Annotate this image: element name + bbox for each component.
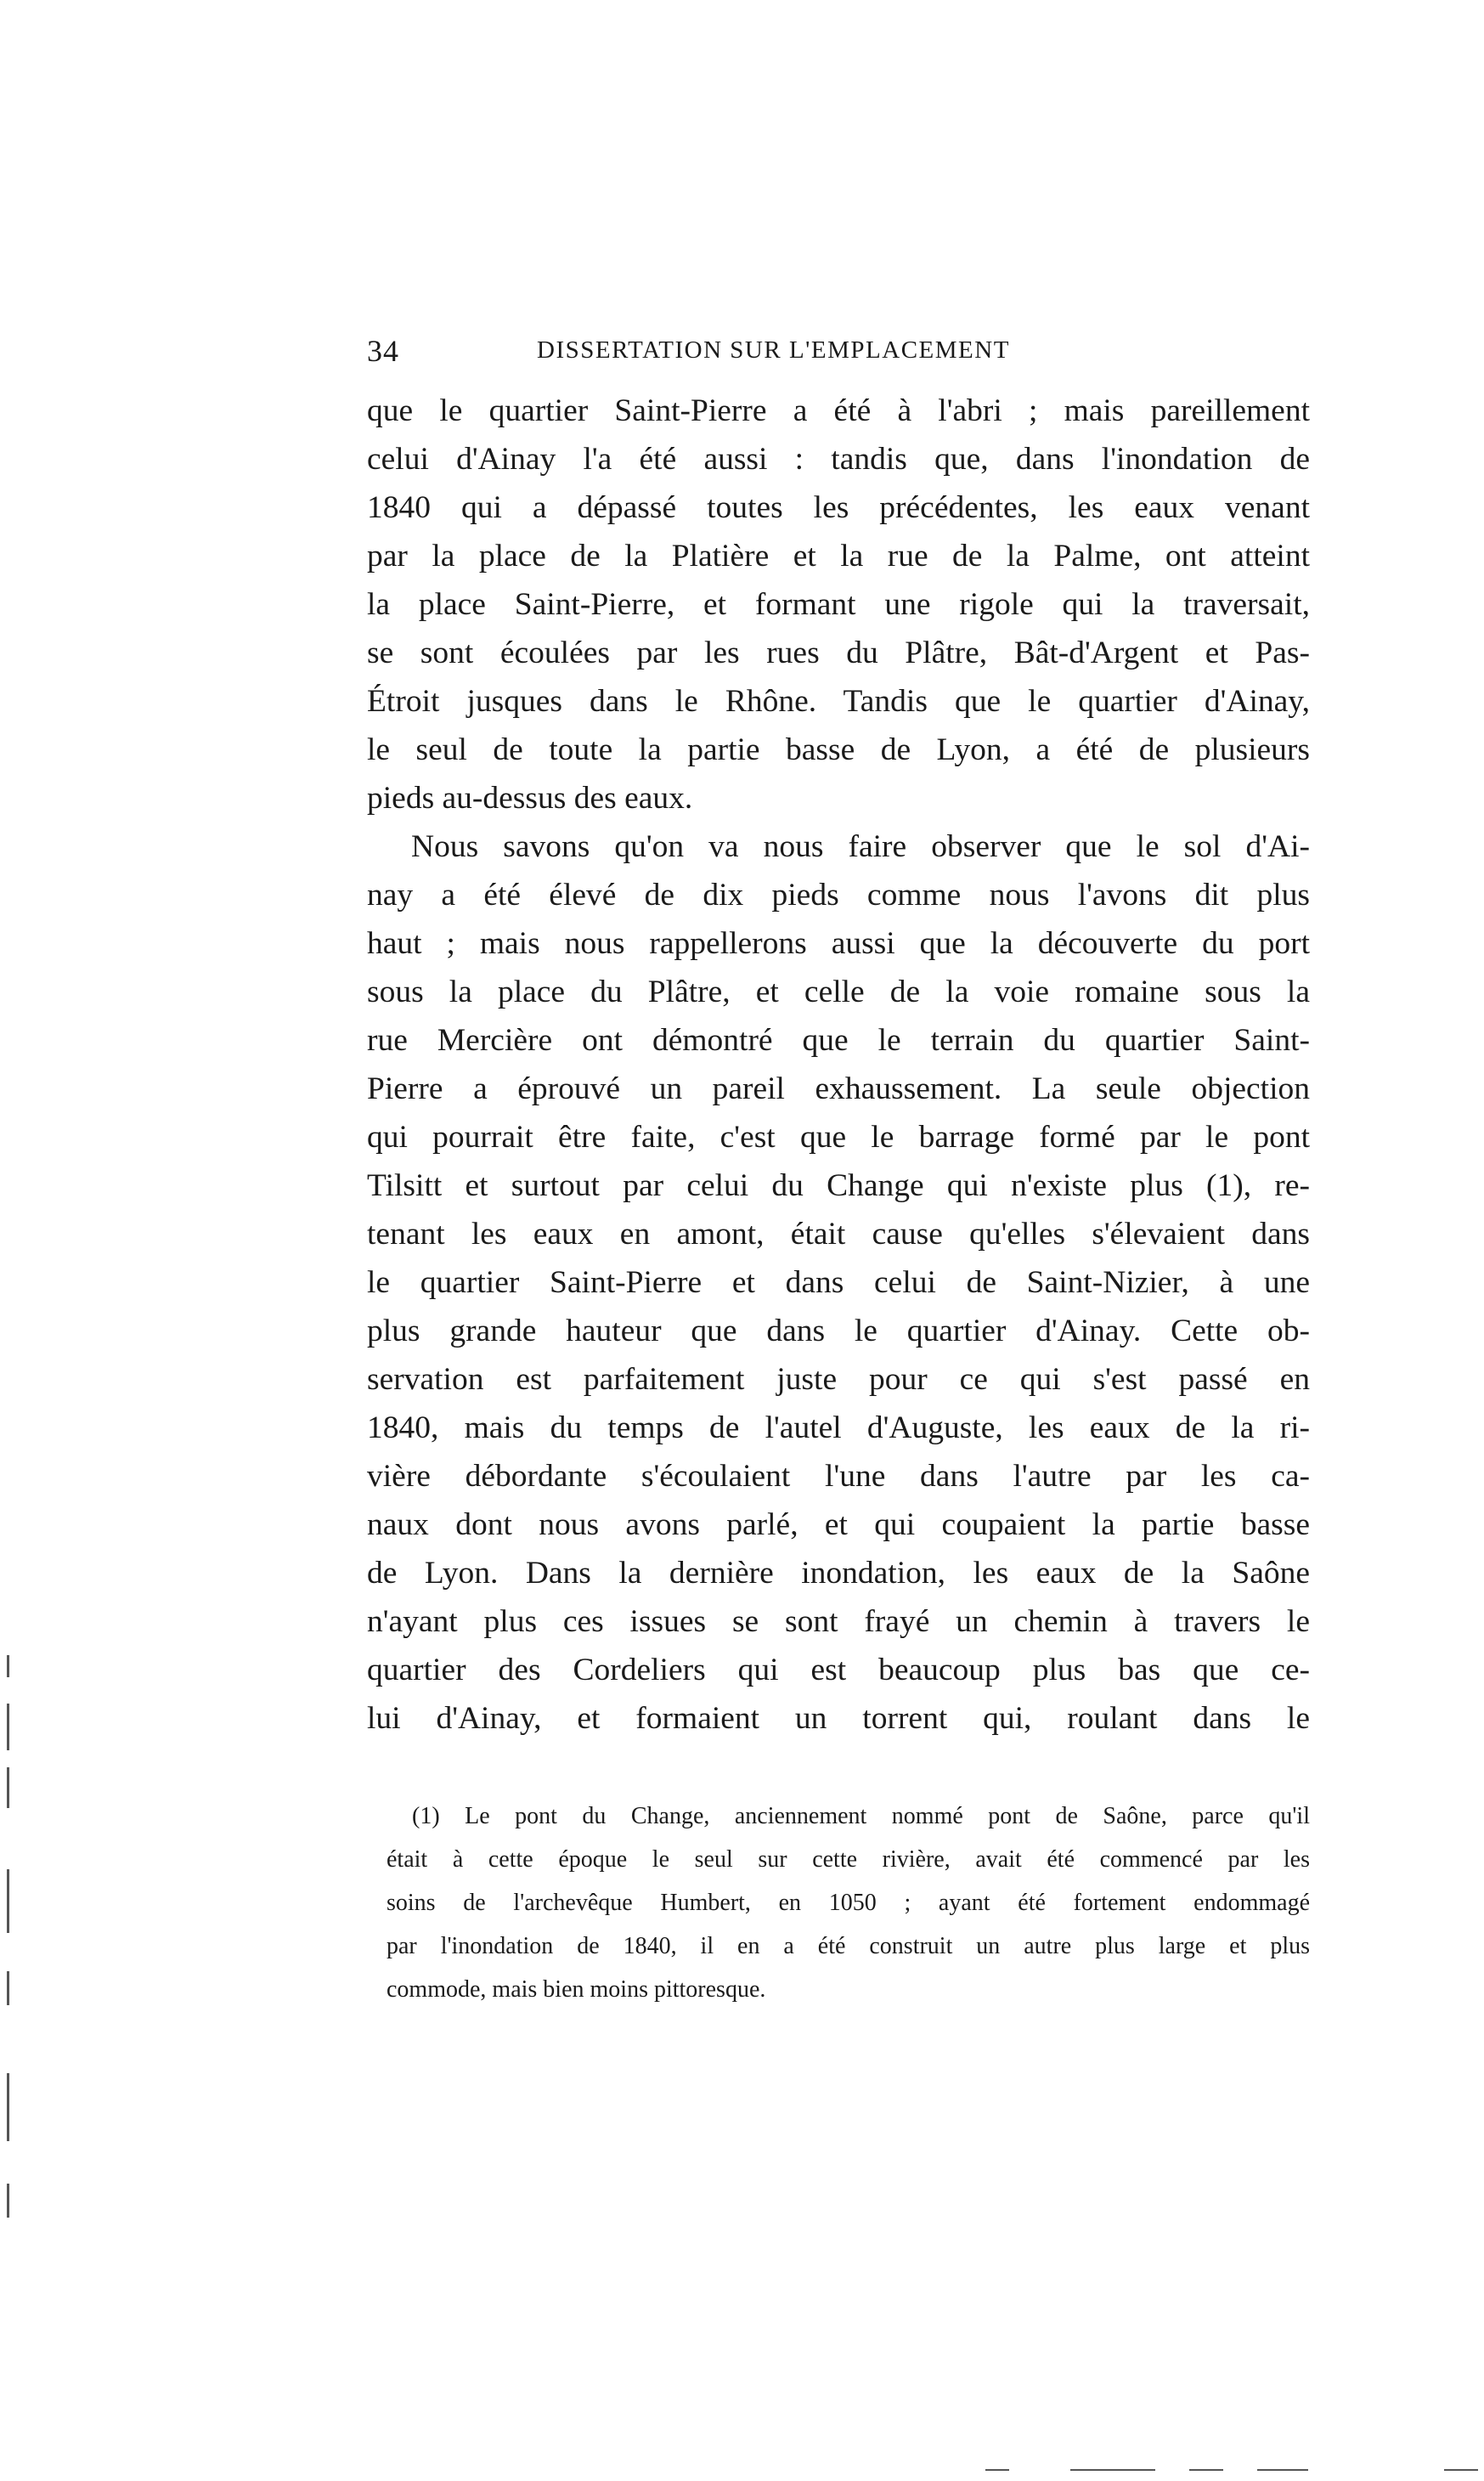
scan-mark [7, 1655, 9, 1677]
text-line: quartier des Cordeliers qui est beaucoup plus bas que ce- [367, 1653, 1310, 1687]
text-line: Tilsitt et surtout par celui du Change qui n'existe plus (1), re- [367, 1168, 1310, 1203]
page-header [367, 333, 1310, 376]
text-line: par la place de la Platière et la rue de la Palme, ont atteint [367, 539, 1310, 574]
text-line: Étroit jusques dans le Rhône. Tandis que le quartier d'Ainay, [367, 684, 1310, 719]
text-line: vière débordante s'écoulaient l'une dans l'autre par les ca- [367, 1459, 1310, 1494]
footnote-line: par l'inondation de 1840, il en a été construit un autre plus large et plus [387, 1933, 1310, 1959]
text-line: que le quartier Saint-Pierre a été à l'abri ; mais pareillement [367, 393, 1310, 428]
scan-mark [1257, 2469, 1308, 2471]
text-line: 1840, mais du temps de l'autel d'Auguste, les eaux de la ri- [367, 1410, 1310, 1445]
text-line: servation est parfaitement juste pour ce qui s'est passé en [367, 1362, 1310, 1397]
text-line: plus grande hauteur que dans le quartier d'Ainay. Cette ob- [367, 1314, 1310, 1348]
footnote-line: était à cette époque le seul sur cette rivière, avait été commencé par les [387, 1846, 1310, 1873]
text-line: pieds au-dessus des eaux. [367, 781, 693, 816]
text-line: se sont écoulées par les rues du Plâtre, Bât-d'Argent et Pas- [367, 636, 1310, 670]
page-number: 34 [367, 334, 399, 368]
text-line: rue Mercière ont démontré que le terrain du quartier Saint- [367, 1023, 1310, 1058]
text-line: de Lyon. Dans la dernière inondation, les eaux de la Saône [367, 1556, 1310, 1591]
scan-mark [1444, 2469, 1478, 2471]
footnote [387, 1794, 1310, 2011]
text-line: le seul de toute la partie basse de Lyon, a été de plusieurs [367, 732, 1310, 767]
text-line: 1840 qui a dépassé toutes les précédentes, les eaux venant [367, 490, 1310, 525]
text-line: la place Saint-Pierre, et formant une rigole qui la traversait, [367, 587, 1310, 622]
scan-mark [7, 1767, 9, 1808]
text-line: Nous savons qu'on va nous faire observer que le sol d'Ai- [411, 829, 1310, 864]
footnote-line: commode, mais bien moins pittoresque. [387, 1976, 766, 2003]
text-line: le quartier Saint-Pierre et dans celui de Saint-Nizier, à une [367, 1265, 1310, 1300]
text-line: lui d'Ainay, et formaient un torrent qui, roulant dans le [367, 1701, 1310, 1736]
body-text [367, 387, 1310, 1743]
footnote-line: soins de l'archevêque Humbert, en 1050 ; ayant été fortement endommagé [387, 1890, 1310, 1916]
text-line: n'ayant plus ces issues se sont frayé un chemin à travers le [367, 1604, 1310, 1639]
text-line: qui pourrait être faite, c'est que le barrage formé par le pont [367, 1120, 1310, 1155]
scan-mark [1070, 2469, 1155, 2471]
running-head: DISSERTATION SUR L'EMPLACEMENT [537, 336, 1010, 364]
scan-mark [985, 2469, 1009, 2471]
text-line: sous la place du Plâtre, et celle de la voie romaine sous la [367, 975, 1310, 1009]
text-line: tenant les eaux en amont, était cause qu'elles s'élevaient dans [367, 1217, 1310, 1252]
scan-mark [7, 2184, 9, 2218]
scan-mark [7, 1704, 9, 1750]
text-line: nay a été élevé de dix pieds comme nous l'avons dit plus [367, 878, 1310, 913]
text-line: Pierre a éprouvé un pareil exhaussement. La seule objection [367, 1071, 1310, 1106]
text-line: naux dont nous avons parlé, et qui coupaient la partie basse [367, 1507, 1310, 1542]
scan-mark [7, 1869, 9, 1933]
footnote-line: (1) Le pont du Change, anciennement nommé pont de Saône, parce qu'il [412, 1803, 1310, 1829]
scan-mark [7, 1971, 9, 2005]
text-line: haut ; mais nous rappellerons aussi que la découverte du port [367, 926, 1310, 961]
scan-mark [7, 2073, 9, 2141]
text-line: celui d'Ainay l'a été aussi : tandis que, dans l'inondation de [367, 442, 1310, 477]
scan-mark [1189, 2469, 1223, 2471]
